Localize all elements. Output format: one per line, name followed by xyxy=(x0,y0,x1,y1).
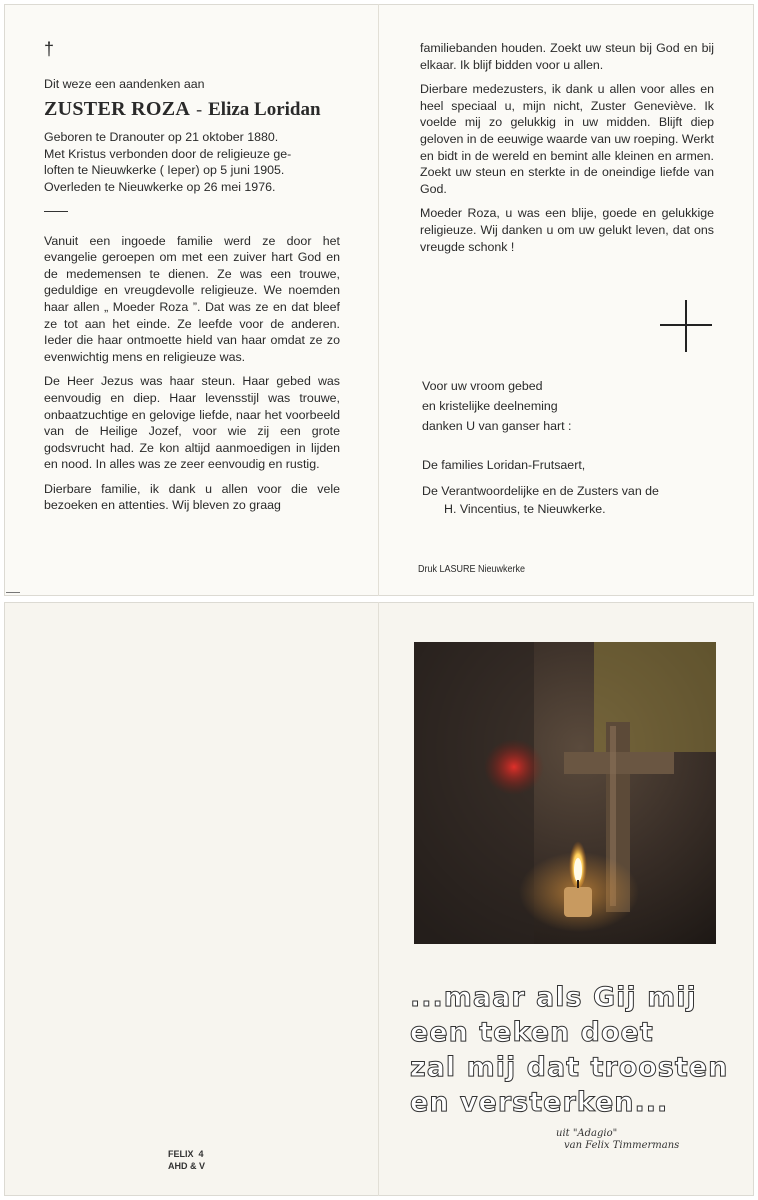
paragraph: Dierbare medezusters, ik dank u allen voor alles en heel speciaal u, mijn nicht, Zuster Geneviève. Ik voelde mij zo gelukkig in uw midden. Blijft diep geloven in de eeuwige waarde van uw roeping. Werkt en bidt in de wereld en bemint alle kleinen en armen. Zoekt uw steun en sterkte in de oneindige liefde van God. xyxy=(420,82,714,196)
families-line: H. Vincentius, te Nieuwkerke. xyxy=(444,502,606,516)
large-cross-icon xyxy=(660,300,712,352)
left-page xyxy=(44,40,340,522)
thanks-line: danken U van ganser hart : xyxy=(422,419,572,433)
divider xyxy=(44,211,68,212)
small-cross-icon: † xyxy=(44,39,55,59)
paragraph: Vanuit een ingoede familie werd ze door het evangelie geroepen om met een zuiver hart God en de medemensen te dienen. Ze was een trouwe, geduldige en vreugdevolle religieuze. We noemden haar allen „ Moeder Roza ”. Dat was ze en dat bleef ze tot aan het einde. Ze leefde voor de anderen. Ieder die haar ontmoette hield van haar omdat ze zo evenwichtig mens en religieuze was. xyxy=(44,233,340,364)
bio-line: Geboren te Dranouter op 21 oktober 1880. xyxy=(44,130,279,145)
quote-line: zal mij dat troosten xyxy=(410,1052,729,1083)
title-separator: - xyxy=(196,98,203,119)
biography xyxy=(44,129,340,195)
thanks-line: en kristelijke deelneming xyxy=(422,399,558,413)
thanks-line: Voor uw vroom gebed xyxy=(422,379,543,393)
right-page xyxy=(420,40,714,263)
families-line: De Verantwoordelijke en de Zusters van de xyxy=(422,484,659,498)
thanks-text xyxy=(422,376,722,436)
quote-attribution xyxy=(556,1128,679,1152)
publisher-line: AHD & V xyxy=(168,1161,206,1171)
paragraph: Dierbare familie, ik dank u allen voor die vele bezoeken en attenties. Wij bleven zo graag xyxy=(44,481,340,513)
publisher-line: FELIX 4 xyxy=(168,1149,204,1159)
attribution-line: uit "Adagio" xyxy=(556,1128,618,1139)
quote-line: een teken doet xyxy=(410,1017,654,1048)
paragraph: Moeder Roza, u was een blije, goede en gelukkige religieuze. Wij danken u om uw gelukt leven, dat ons vreugde schonk ! xyxy=(420,206,714,254)
paragraph: De Heer Jezus was haar steun. Haar gebed was eenvoudig en diep. Haar levensstijl was trouwe, onbaatzuchtige en gelovige liefde, naar het voorbeeld van de Heilige Jozef, voor wie zij een grote godsvrucht had. Ze kon altijd aanmoedigen in lijden en nood. In alles was ze zeer eenvoudig en rustig. xyxy=(44,374,340,472)
publisher-mark xyxy=(168,1148,205,1172)
civil-name: Eliza Loridan xyxy=(208,98,321,120)
families-signature xyxy=(422,456,722,518)
card-fold-line xyxy=(378,4,379,596)
bio-line: loften te Nieuwkerke ( Ieper) op 5 juni 1905. xyxy=(44,163,285,178)
printer-credit: Druk LASURE Nieuwkerke xyxy=(418,564,526,575)
candle-cross-photo xyxy=(414,642,716,944)
bio-line: Met Kristus verbonden door de religieuze ge- xyxy=(44,146,292,161)
quote-line: en versterken... xyxy=(410,1087,669,1118)
intro-text: Dit weze een aandenken aan xyxy=(44,77,205,91)
bio-line: Overleden te Nieuwkerke op 26 mei 1976. xyxy=(44,179,276,194)
timmermans-quote xyxy=(410,980,730,1120)
paragraph: familiebanden houden. Zoekt uw steun bij God en bij elkaar. Ik blijf bidden voor u allen. xyxy=(420,41,714,72)
card-fold-line xyxy=(378,602,379,1196)
corner-mark xyxy=(6,592,20,593)
religious-name: ZUSTER ROZA xyxy=(44,97,191,120)
attribution-line: van Felix Timmermans xyxy=(564,1140,680,1151)
deceased-title xyxy=(44,97,340,120)
quote-line: ...maar als Gij mij xyxy=(410,982,697,1013)
families-line: De families Loridan-Frutsaert, xyxy=(422,458,586,472)
